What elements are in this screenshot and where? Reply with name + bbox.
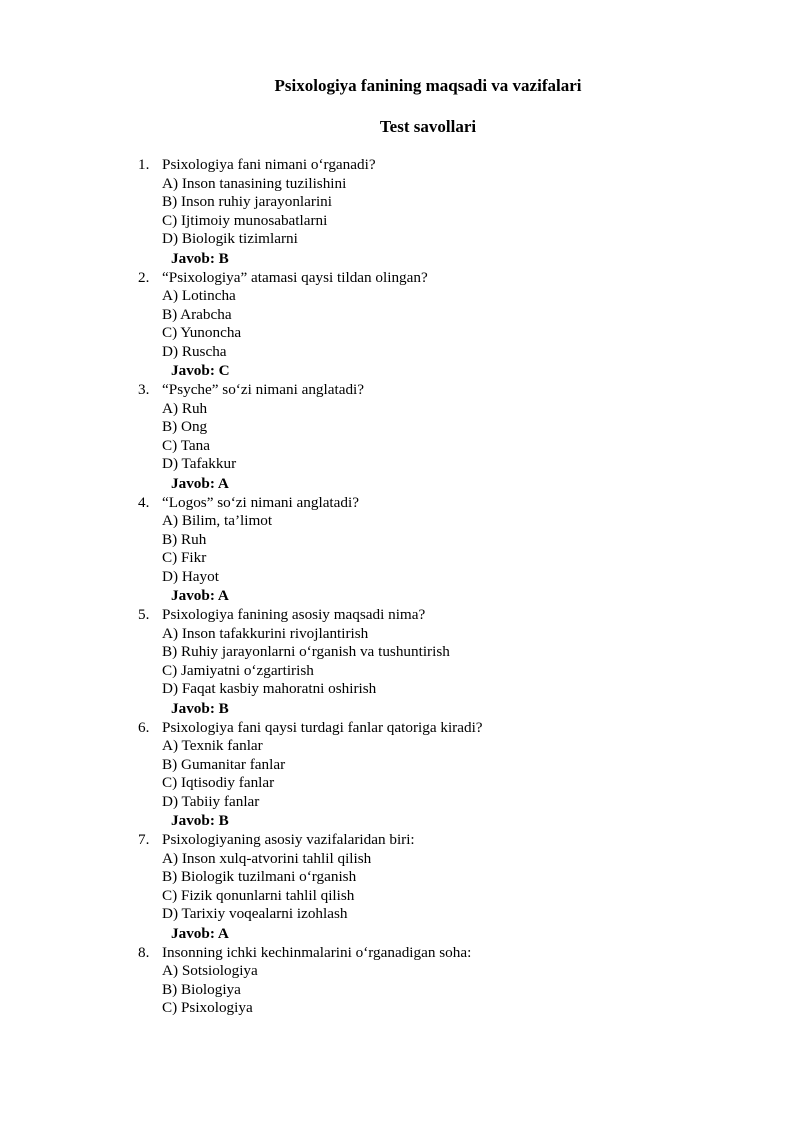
answer-option: A) Texnik fanlar xyxy=(162,737,263,754)
answer-options xyxy=(162,512,758,586)
answer-option: C) Iqtisodiy fanlar xyxy=(162,774,275,791)
correct-answer: Javob: A xyxy=(171,474,229,492)
question-list xyxy=(138,156,758,1018)
correct-answer: Javob: C xyxy=(171,362,230,379)
question-text: “Psyche” so‘zi nimani anglatadi? xyxy=(162,381,365,398)
answer-option: D) Tarixiy voqealarni izohlash xyxy=(162,905,348,922)
answer-option: A) Bilim, ta’limot xyxy=(162,512,273,529)
question-item xyxy=(138,944,758,1018)
answer-option: A) Lotincha xyxy=(162,287,236,304)
question-text: “Psixologiya” atamasi qaysi tildan olingan? xyxy=(162,268,428,286)
answer-option: A) Inson xulq-atvorini tahlil qilish xyxy=(162,849,372,867)
question-item xyxy=(138,606,758,719)
answer-option: C) Jamiyatni o‘zgartirish xyxy=(162,661,314,679)
correct-answer: Javob: A xyxy=(171,924,229,942)
question-number: 2. xyxy=(138,268,150,286)
question-number: 8. xyxy=(138,943,150,961)
answer-option: C) Tana xyxy=(162,436,211,454)
answer-option: A) Sotsiologiya xyxy=(162,962,258,979)
document-title: Psixologiya fanining maqsadi va vazifalari xyxy=(274,76,582,95)
answer-option: D) Tafakkur xyxy=(162,455,237,472)
answer-options xyxy=(162,850,758,924)
answer-option: A) Inson tanasining tuzilishini xyxy=(162,174,347,192)
question-item xyxy=(138,494,758,607)
answer-option: D) Faqat kasbiy mahoratni oshirish xyxy=(162,680,377,697)
question-number: 6. xyxy=(138,718,150,736)
answer-options xyxy=(162,175,758,249)
answer-option: B) Biologik tuzilmani o‘rganish xyxy=(162,868,357,885)
question-item xyxy=(138,269,758,382)
question-number: 5. xyxy=(138,606,150,623)
answer-option: B) Gumanitar fanlar xyxy=(162,755,286,773)
question-item xyxy=(138,719,758,832)
answer-option: D) Tabiiy fanlar xyxy=(162,792,260,810)
answer-option: D) Biologik tizimlarni xyxy=(162,230,298,247)
answer-options xyxy=(162,737,758,811)
question-text: Psixologiya fanining asosiy maqsadi nima? xyxy=(162,606,426,623)
question-number: 3. xyxy=(138,381,150,398)
answer-option: B) Ruhiy jarayonlarni o‘rganish va tushuntirish xyxy=(162,643,450,660)
question-text: “Logos” so‘zi nimani anglatadi? xyxy=(162,493,359,511)
correct-answer: Javob: B xyxy=(171,812,229,829)
answer-option: D) Ruscha xyxy=(162,342,227,360)
question-text: Psixologiya fani qaysi turdagi fanlar qatoriga kiradi? xyxy=(162,718,483,736)
answer-options xyxy=(162,625,758,699)
question-number: 1. xyxy=(138,156,150,173)
answer-option: A) Inson tafakkurini rivojlantirish xyxy=(162,624,369,642)
question-text: Psixologiya fani nimani o‘rganadi? xyxy=(162,156,376,173)
question-item xyxy=(138,831,758,944)
answer-option: C) Psixologiya xyxy=(162,999,253,1016)
answer-option: D) Hayot xyxy=(162,567,219,585)
answer-option: C) Yunoncha xyxy=(162,324,242,341)
answer-option: B) Ruh xyxy=(162,530,207,548)
correct-answer: Javob: A xyxy=(171,587,229,604)
answer-option: C) Fizik qonunlarni tahlil qilish xyxy=(162,886,355,904)
question-text: Insonning ichki kechinmalarini o‘rganadigan soha: xyxy=(162,943,472,961)
answer-option: B) Arabcha xyxy=(162,305,232,323)
correct-answer: Javob: B xyxy=(171,699,229,717)
correct-answer: Javob: B xyxy=(171,249,229,267)
answer-option: B) Ong xyxy=(162,418,208,435)
question-item xyxy=(138,156,758,269)
answer-options xyxy=(162,962,758,1018)
question-number: 4. xyxy=(138,493,150,511)
answer-option: B) Inson ruhiy jarayonlarini xyxy=(162,193,332,210)
answer-option: B) Biologiya xyxy=(162,980,241,998)
document-subtitle: Test savollari xyxy=(379,117,477,136)
answer-option: C) Fikr xyxy=(162,549,207,566)
answer-option: C) Ijtimoiy munosabatlarni xyxy=(162,211,328,229)
answer-options xyxy=(162,287,758,361)
answer-option: A) Ruh xyxy=(162,399,208,417)
question-item xyxy=(138,381,758,494)
question-number: 7. xyxy=(138,831,150,848)
question-text: Psixologiyaning asosiy vazifalaridan biri: xyxy=(162,831,415,848)
answer-options xyxy=(162,400,758,474)
